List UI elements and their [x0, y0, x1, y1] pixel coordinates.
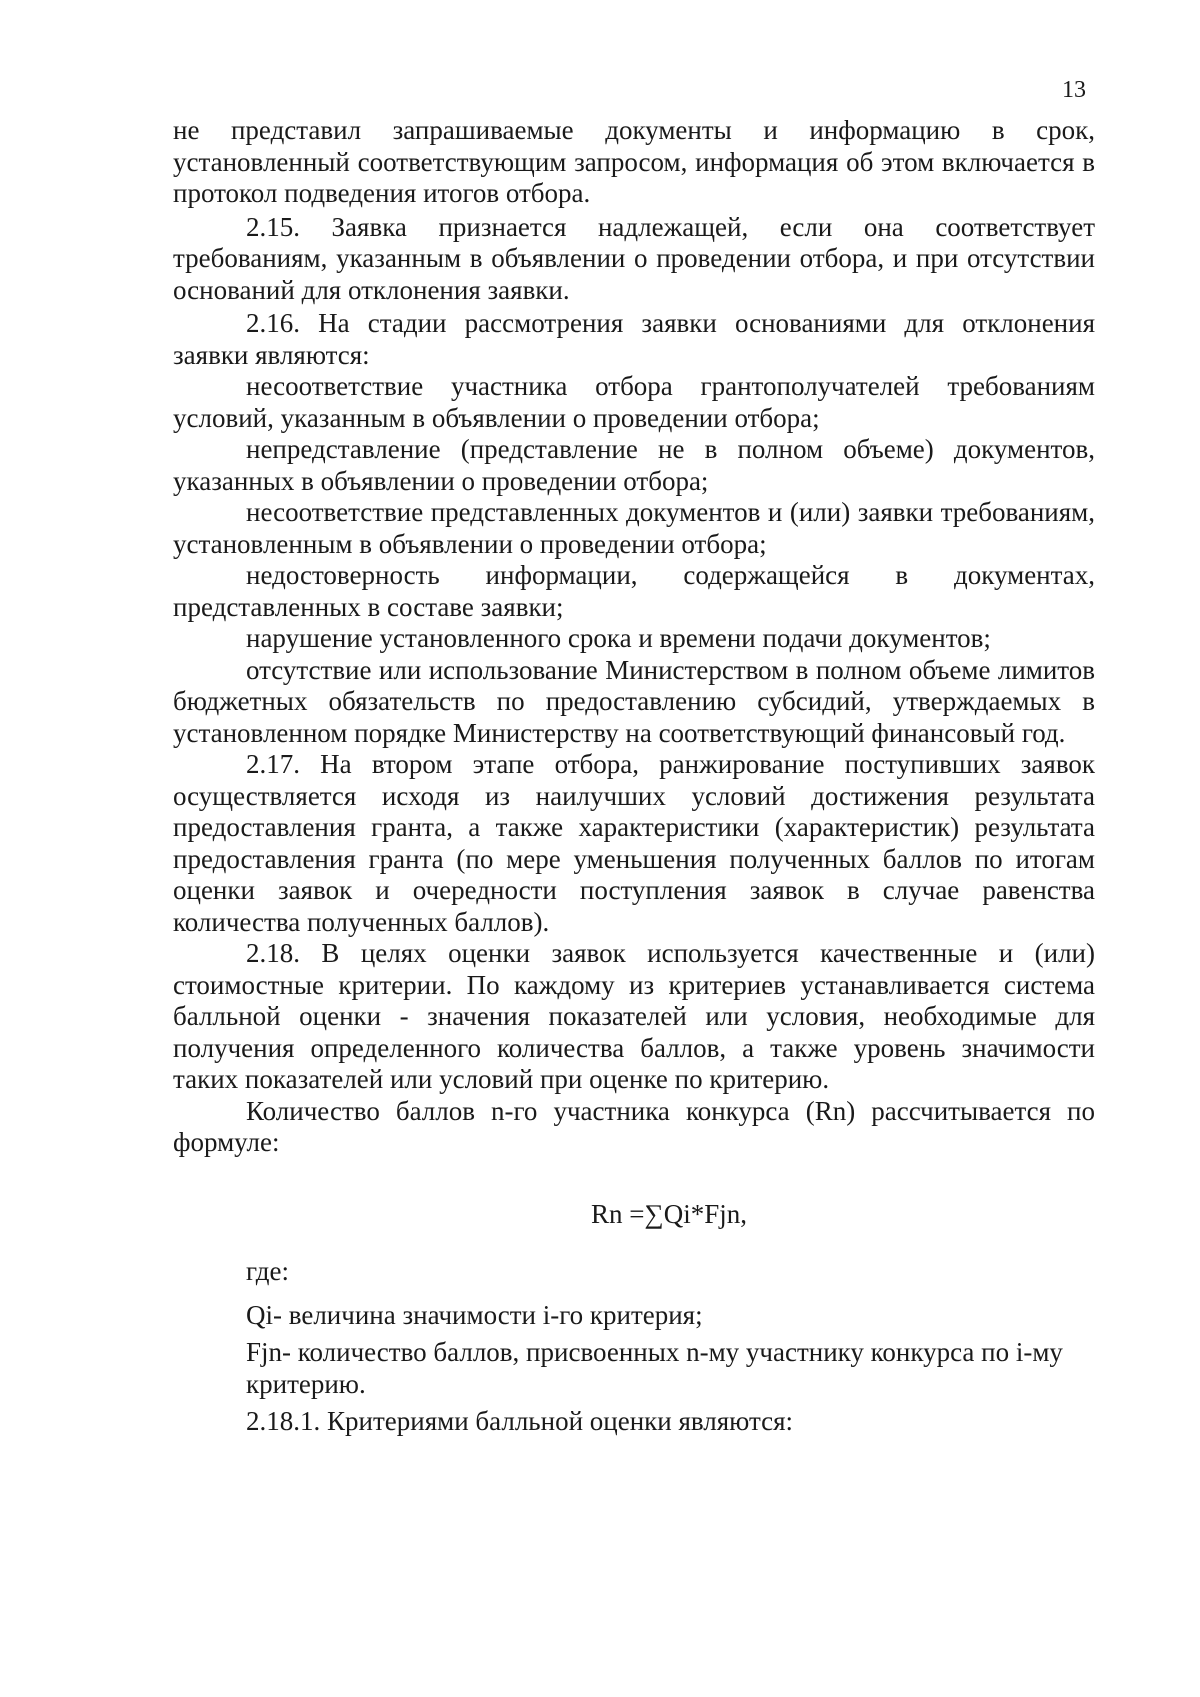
list-item-noncompliance-documents: несоответствие представленных документов и (или) заявки требованиям, установленным в объявлении о проведении отбора;: [173, 497, 1095, 559]
formula-legend: [173, 1256, 1095, 1438]
list-item-deadline-violation: нарушение установленного срока и времени подачи документов;: [246, 623, 991, 653]
paragraph-2-18: 2.18. В целях оценки заявок используется качественные и (или) стоимостные критерии. По каждому из критериев устанавливается система балльной оценки - значения показателей или условия, необходимые для получения определенного количества баллов, а также уровень значимости таких показателей или условий при оценке по критерию.: [173, 938, 1095, 1094]
paragraph-2-16: 2.16. На стадии рассмотрения заявки основаниями для отклонения заявки являются:: [173, 308, 1095, 370]
page-number: 13: [1062, 77, 1086, 103]
paragraph-score-formula-intro: Количество баллов n-го участника конкурса (Rn) рассчитывается по формуле:: [173, 1095, 1095, 1157]
paragraph-2-15: 2.15. Заявка признается надлежащей, если она соответствует требованиям, указанным в объявлении о проведении отбора, и при отсутствии оснований для отклонения заявки.: [173, 211, 1095, 305]
document-body: [173, 115, 1095, 1438]
score-formula: Rn =∑Qi*Fjn,: [590, 1198, 747, 1229]
formula-legend-label: где:: [246, 1256, 289, 1286]
paragraph-continuation: не представил запрашиваемые документы и информацию в срок, установленный соответствующим запросом, информация об этом включается в протокол подведения итогов отбора.: [173, 115, 1095, 208]
formula-legend-qi: Qi- величина значимости i-го критерия;: [246, 1299, 703, 1330]
formula-legend-fjn: Fjn- количество баллов, присвоенных n-му участнику конкурса по i-му критерию.: [246, 1337, 1063, 1399]
paragraph-2-18-1: 2.18.1. Критериями балльной оценки являются:: [246, 1406, 794, 1436]
list-item-noncompliance-participant: несоответствие участника отбора грантополучателей требованиям условий, указанным в объявлении о проведении отбора;: [173, 371, 1095, 433]
list-item-budget-limits: отсутствие или использование Министерством в полном объеме лимитов бюджетных обязательств по предоставлению субсидий, утверждаемых в установленном порядке Министерству на соответствующий финансовый год.: [173, 654, 1095, 748]
paragraph-2-17: 2.17. На втором этапе отбора, ранжирование поступивших заявок осуществляется исходя из наилучших условий достижения результата предоставления гранта, а также характеристики (характеристик) результата предоставления гранта (по мере уменьшения полученных баллов по итогам оценки заявок и очередности поступления заявок в случае равенства количества полученных баллов).: [173, 749, 1095, 937]
list-item-unreliable-info: недостоверность информации, содержащейся в документах, представленных в составе заявки;: [173, 560, 1095, 622]
list-item-nonsubmission: непредставление (представление не в полном объеме) документов, указанных в объявлении о проведении отбора;: [173, 434, 1095, 496]
